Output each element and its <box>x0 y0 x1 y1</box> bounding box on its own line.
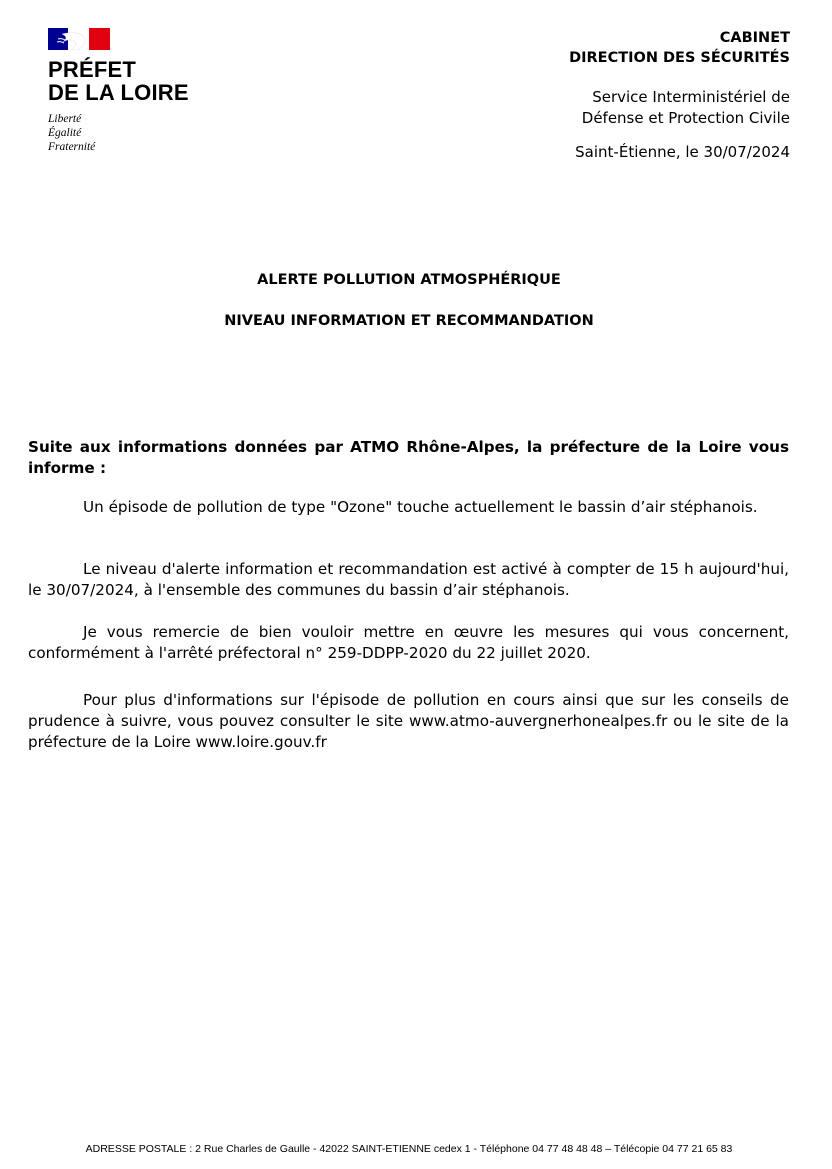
intro-paragraph: Suite aux informations données par ATMO Rhône-Alpes, la préfecture de la Loire vous informe : <box>28 438 789 477</box>
document-title: ALERTE POLLUTION ATMOSPHÉRIQUE <box>257 272 561 288</box>
service-name <box>569 87 790 129</box>
direction-label: DIRECTION DES SÉCURITÉS <box>569 50 790 66</box>
prefet-line2: DE LA LOIRE <box>48 80 189 105</box>
footer-address: ADRESSE POSTALE : 2 Rue Charles de Gaulle - 42022 SAINT-ETIENNE cedex 1 - Téléphone 04 77 48 48 48 – Télécopie 04 77 21 65 83 <box>85 1143 733 1155</box>
devise <box>48 112 208 154</box>
paragraph-more-info: Pour plus d'informations sur l'épisode de pollution en cours ainsi que sur les conseils de prudence à suivre, vous pouvez consulter le site www.atmo-auvergnerhonealpes.fr ou le site de la préfecture de la Loire www.loire.gouv.fr <box>28 691 789 751</box>
document-date: Saint-Étienne, le 30/07/2024 <box>575 143 790 161</box>
devise-fraternite: Fraternité <box>48 141 96 153</box>
devise-egalite: Égalité <box>48 127 82 139</box>
service-line2: Défense et Protection Civile <box>581 109 790 127</box>
prefecture-logo <box>48 28 208 154</box>
prefet-name <box>48 58 208 104</box>
document-subtitle: NIVEAU INFORMATION ET RECOMMANDATION <box>224 313 594 329</box>
cabinet-label: CABINET <box>719 30 790 46</box>
sender-block <box>569 28 790 163</box>
paragraph-alert-level: Le niveau d'alerte information et recommandation est activé à compter de 15 h aujourd'hui, le 30/07/2024, à l'ensemble des communes du bassin d’air stéphanois. <box>28 560 789 599</box>
marianne-flag-icon <box>48 28 110 50</box>
devise-liberte: Liberté <box>48 113 82 125</box>
paragraph-measures: Je vous remercie de bien vouloir mettre en œuvre les mesures qui vous concernent, conformément à l'arrêté préfectoral n° 259-DDPP-2020 du 22 juillet 2020. <box>28 623 789 662</box>
service-line1: Service Interministériel de <box>592 88 790 106</box>
paragraph-ozone-episode: Un épisode de pollution de type "Ozone" touche actuellement le bassin d’air stéphanois. <box>83 498 758 516</box>
prefet-line1: PRÉFET <box>48 57 136 82</box>
